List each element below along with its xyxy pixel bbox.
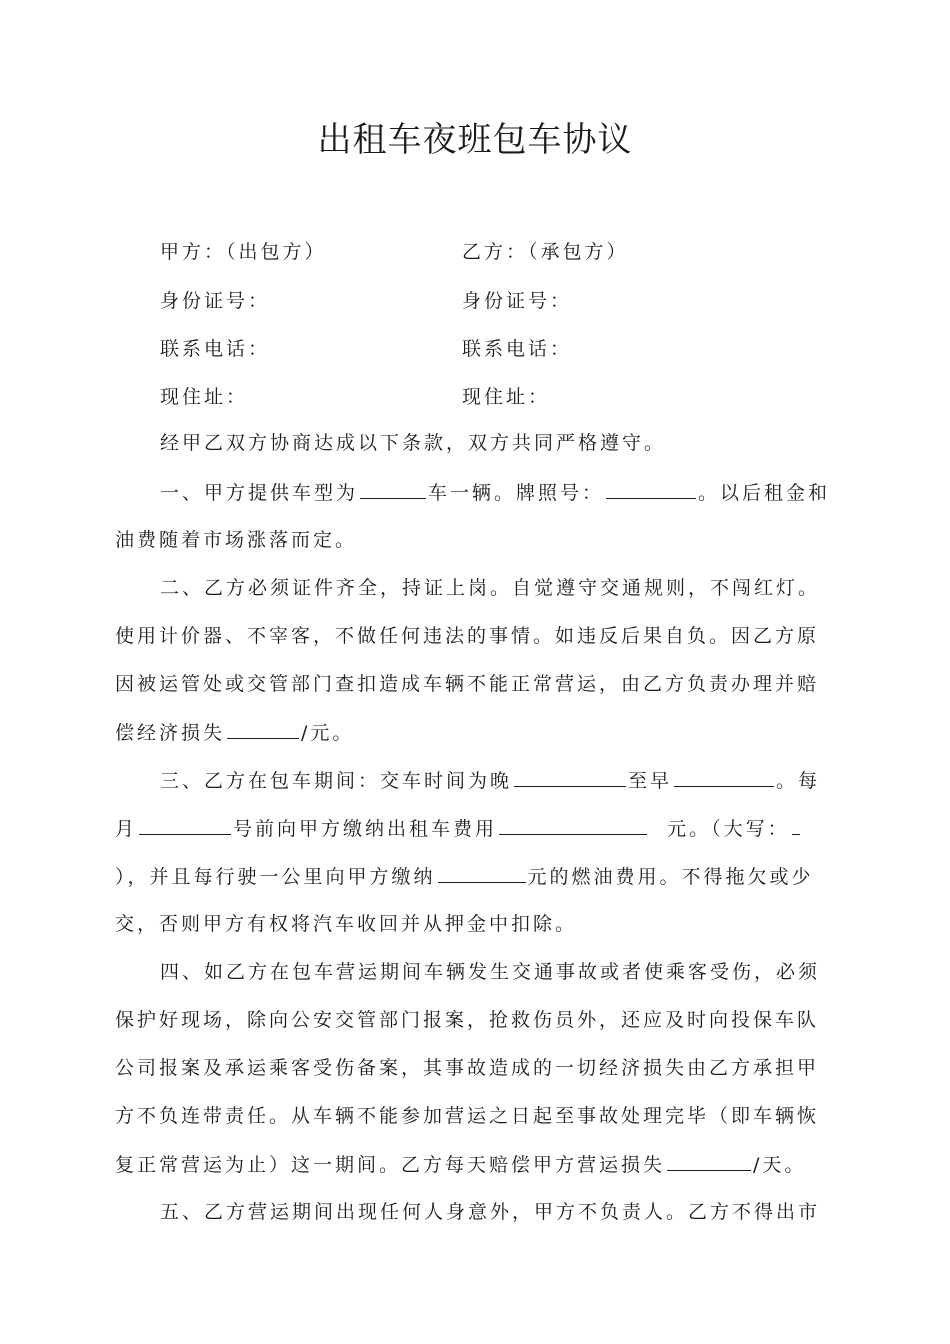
car-model-blank[interactable] <box>360 480 426 499</box>
amount-words-blank[interactable] <box>792 816 800 835</box>
clause1-text-c: 。以后租金和 <box>698 482 831 504</box>
clause3-text-g: ），并且每行驶一公里向甲方缴纳 <box>115 866 436 888</box>
clause3-text-d: 月 <box>115 818 138 840</box>
payment-day-blank[interactable] <box>139 816 231 835</box>
clause3-text-c: 。每 <box>776 770 821 792</box>
document-title: 出租车夜班包车协议 <box>317 120 633 160</box>
clause4-line3: 公司报案及承运乘客受伤备案，其事故造成的一切经济损失由乙方承担甲 <box>115 1057 820 1079</box>
handover-evening-blank[interactable] <box>514 768 626 787</box>
party-b-id: 身份证号： <box>462 290 573 312</box>
clause4-line5 <box>115 1152 806 1177</box>
plate-number-blank[interactable] <box>606 480 696 499</box>
clause1-text-a: 一、甲方提供车型为 <box>160 482 359 504</box>
intro-line: 经甲乙双方协商达成以下条款，双方共同严格遵守。 <box>160 432 667 454</box>
clause4-text-a: 复正常营运为止）这一期间。乙方每天赔偿甲方营运损失 <box>115 1154 666 1176</box>
clause3-line4: 交，否则甲方有权将汽车收回并从押金中扣除。 <box>115 913 578 935</box>
clause3-line1 <box>160 768 820 793</box>
clause3-text-a: 三、乙方在包车期间：交车时间为晚 <box>160 770 513 792</box>
clause2-line4 <box>115 720 354 745</box>
clause4-text-b: /天。 <box>753 1154 807 1176</box>
clause2-text-a: 偿经济损失 <box>115 722 226 744</box>
clause2-line2: 使用计价器、不宰客，不做任何违法的事情。如违反后果自负。因乙方原 <box>115 625 820 647</box>
clause1-text-b: 车一辆。牌照号： <box>428 482 605 504</box>
clause3-text-e: 号前向甲方缴纳出租车费用 <box>233 818 498 840</box>
clause4-line2: 保护好现场，除向公安交管部门报案，抢救伤员外，还应及时向投保车队 <box>115 1009 820 1031</box>
clause3-text-f: 元。（大写： <box>667 818 790 840</box>
party-b-name: 乙方：（承包方） <box>462 241 629 263</box>
clause3-text-h: 元的燃油费用。不得拖欠或少 <box>527 866 814 888</box>
party-b-address: 现住址： <box>462 386 551 408</box>
clause1-line2: 油费随着市场涨落而定。 <box>115 529 358 551</box>
clause3-line3 <box>115 864 814 889</box>
clause3-line2 <box>115 816 802 841</box>
fuel-fee-blank[interactable] <box>438 864 526 883</box>
clause1-line1 <box>160 480 830 505</box>
party-b-phone: 联系电话： <box>462 338 573 360</box>
rent-fee-blank[interactable] <box>499 816 647 835</box>
clause4-line1: 四、如乙方在包车营运期间车辆发生交通事故或者使乘客受伤，必须 <box>160 961 821 983</box>
clause2-line3: 因被运管处或交管部门查扣造成车辆不能正常营运，由乙方负责办理并赔 <box>115 673 820 695</box>
party-a-name: 甲方：（出包方） <box>160 241 327 263</box>
daily-loss-blank[interactable] <box>667 1152 751 1171</box>
clause2-line1: 二、乙方必须证件齐全，持证上岗。自觉遵守交通规则，不闯红灯。 <box>160 577 821 599</box>
clause4-line4: 方不负连带责任。从车辆不能参加营运之日起至事故处理完毕（即车辆恢 <box>115 1105 820 1127</box>
clause3-text-b: 至早 <box>628 770 673 792</box>
party-a-phone: 联系电话： <box>160 338 271 360</box>
handover-morning-blank[interactable] <box>674 768 774 787</box>
clause2-text-b: /元。 <box>301 722 355 744</box>
party-a-address: 现住址： <box>160 386 249 408</box>
clause5-line1: 五、乙方营运期间出现任何人身意外，甲方不负责人。乙方不得出市 <box>160 1201 821 1223</box>
party-a-id: 身份证号： <box>160 290 271 312</box>
loss-amount-blank[interactable] <box>227 720 299 739</box>
